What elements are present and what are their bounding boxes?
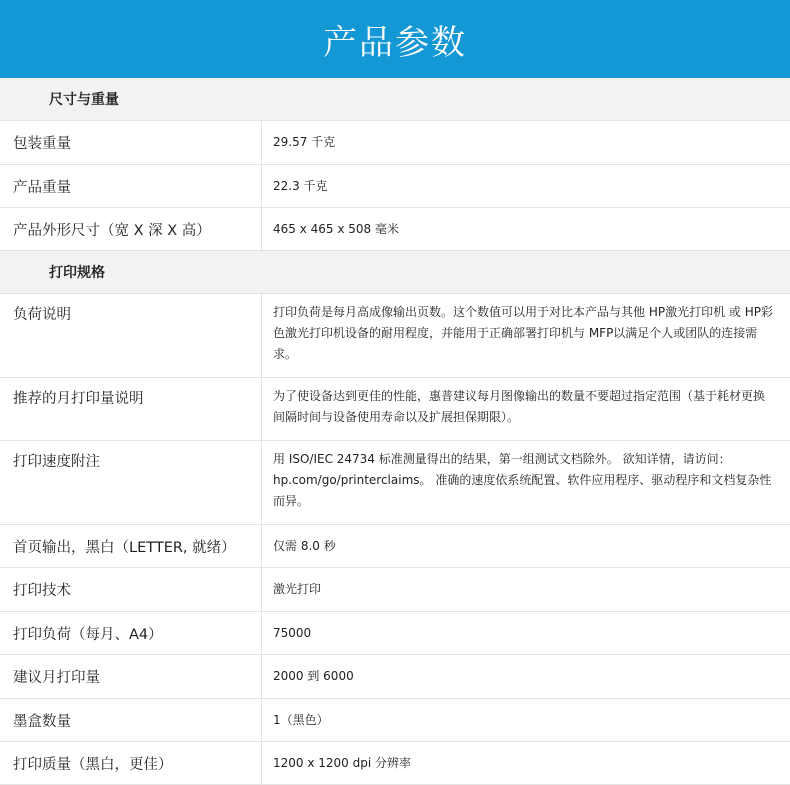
row-label: 墨盒数量 [0,699,262,741]
spec-table [0,78,790,785]
row-value: 1200 x 1200 dpi 分辨率 [273,755,412,770]
table-row [0,441,790,525]
table-row [0,294,790,378]
table-row [0,525,790,568]
table-row [0,742,790,785]
row-label: 产品重量 [0,165,262,207]
table-row [0,208,790,251]
row-value: 29.57 千克 [273,135,336,149]
row-label: 包装重量 [0,121,262,164]
row-value: 用 ISO/IEC 24734 标准测量得出的结果，第一组测试文档除外。 欲知详情，请访问：hp.com/go/printerclaims。 准确的速度依系统配置、软件应用程序、驱动程序和文档复杂性而异。 [273,452,772,508]
page-title: 产品参数 [323,22,467,63]
table-row [0,568,790,612]
row-label: 负荷说明 [0,294,262,377]
row-label: 打印负荷（每月、A4） [0,612,262,654]
row-value: 465 x 465 x 508 毫米 [273,221,399,236]
row-value: 75000 [273,625,312,640]
row-value: 打印负荷是每月高成像输出页数。这个数值可以用于对比本产品与其他 HP激光打印机 或 HP彩色激光打印机设备的耐用程度，并能用于正确部署打印机与 MFP以满足个人或团队的连接需求。 [273,305,773,361]
table-row [0,699,790,742]
row-label: 打印速度附注 [0,441,262,524]
row-value: 2000 到 6000 [273,669,354,683]
page-header [0,0,790,78]
table-row [0,165,790,208]
row-label: 打印质量（黑白，更佳） [0,742,262,784]
section-header-dimensions: 尺寸与重量 [0,78,790,121]
row-label: 打印技术 [0,568,262,611]
row-label: 产品外形尺寸（宽 X 深 X 高） [0,208,262,250]
row-value: 22.3 千克 [273,178,328,193]
row-value: 激光打印 [273,582,322,596]
row-label: 建议月打印量 [0,655,262,698]
row-value: 仅需 8.0 秒 [273,538,336,553]
table-row [0,612,790,655]
table-row [0,121,790,165]
table-row [0,655,790,699]
section-header-print-specs: 打印规格 [0,251,790,294]
table-row [0,378,790,441]
row-label: 首页输出，黑白（LETTER, 就绪） [0,525,262,567]
row-value: 1（黑色） [273,712,329,727]
row-label: 推荐的月打印量说明 [0,378,262,440]
row-value: 为了使设备达到更佳的性能，惠普建议每月图像输出的数量不要超过指定范围（基于耗材更换间隔时间与设备使用寿命以及扩展担保期限）。 [273,389,766,424]
